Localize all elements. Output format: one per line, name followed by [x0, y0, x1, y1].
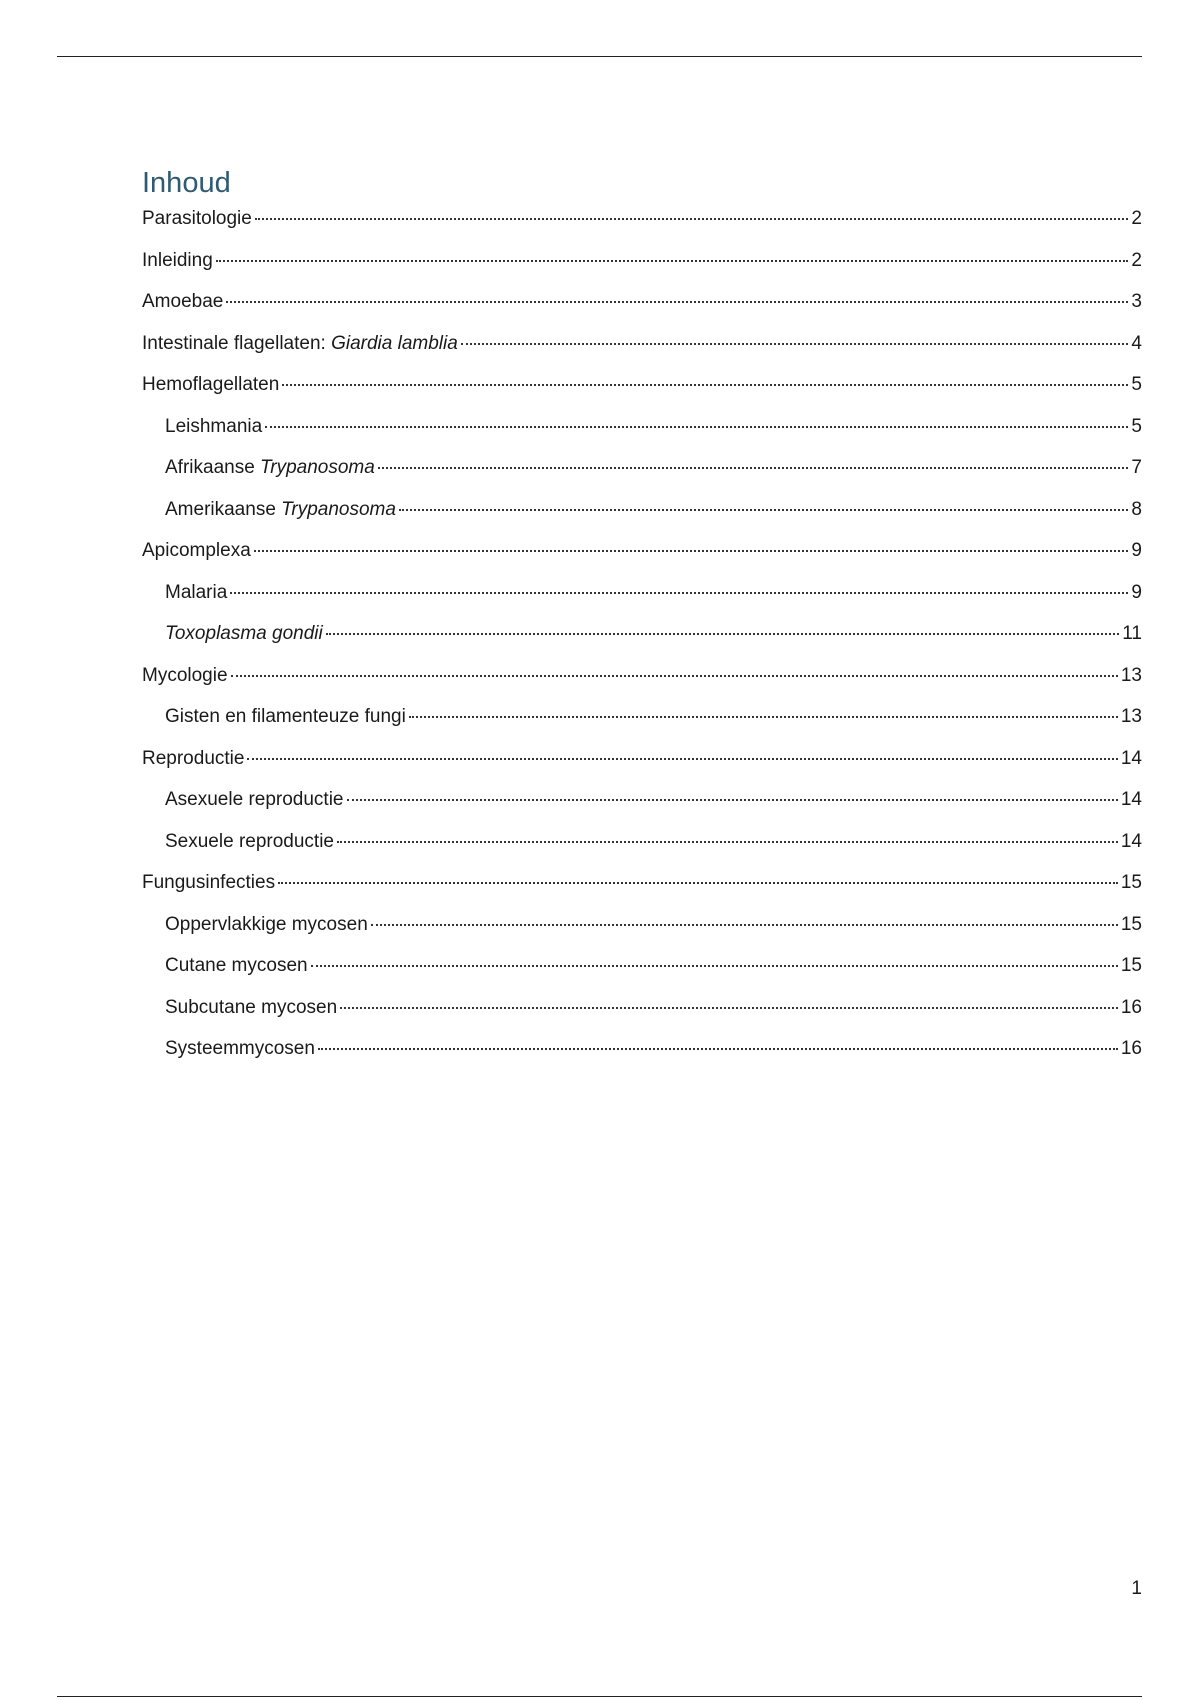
toc-entry[interactable] — [142, 581, 1142, 623]
toc-dot-leader — [409, 716, 1118, 718]
toc-entry-page: 15 — [1120, 913, 1142, 935]
toc-entry[interactable] — [142, 705, 1142, 747]
toc-entry[interactable] — [142, 913, 1142, 955]
toc-entry-title — [142, 290, 223, 314]
toc-entry-page: 16 — [1120, 1038, 1142, 1059]
toc-dot-leader — [318, 1048, 1118, 1050]
toc-entry[interactable] — [142, 539, 1142, 581]
footer-rule — [57, 1696, 1142, 1697]
toc-dot-leader — [254, 550, 1129, 552]
toc-entry-title — [142, 664, 228, 688]
toc-entry-title-text: Sexuele reproductie — [165, 830, 334, 852]
toc-entry[interactable] — [142, 332, 1142, 374]
toc-entry-title — [165, 1037, 315, 1061]
toc-dot-leader — [378, 467, 1129, 469]
toc-entry[interactable] — [142, 954, 1142, 996]
toc-entry-title-text: Fungusinfecties — [142, 872, 276, 893]
toc-entry-title — [142, 539, 251, 563]
toc-dot-leader — [337, 841, 1118, 843]
toc-entry-page: 13 — [1120, 706, 1142, 727]
toc-dot-leader — [255, 218, 1129, 220]
toc-entry-page: 5 — [1131, 374, 1142, 395]
toc-entry-title-text: Amoebae — [142, 291, 224, 312]
toc-entry-title-text: Reproductie — [142, 747, 245, 769]
toc-entry-title-text: Asexuele reproductie — [165, 789, 344, 810]
toc-entry-title-text: Malaria — [165, 581, 228, 603]
toc-entry-title — [142, 871, 275, 895]
toc-dot-leader — [311, 965, 1118, 967]
toc-entry-title-italic: Giardia lamblia — [331, 332, 458, 354]
toc-entry-title — [165, 996, 337, 1020]
toc-entry-title-text: Cutane mycosen — [165, 955, 308, 976]
toc-entry-title — [142, 747, 244, 771]
toc-entry-title-italic: Trypanosoma — [260, 457, 375, 478]
toc-entry[interactable] — [142, 622, 1142, 664]
toc-entry[interactable] — [142, 290, 1142, 332]
toc-entry-page: 8 — [1131, 498, 1142, 520]
toc-entry[interactable] — [142, 747, 1142, 789]
toc-entry-title-italic: Trypanosoma — [281, 498, 396, 520]
toc-entry-title — [165, 954, 308, 978]
toc-entry[interactable] — [142, 249, 1142, 291]
header-rule — [57, 56, 1142, 57]
toc-dot-leader — [265, 426, 1128, 428]
toc-dot-leader — [340, 1007, 1118, 1009]
toc-list — [142, 207, 1142, 1079]
table-of-contents — [142, 165, 1142, 1079]
toc-entry-title — [142, 332, 458, 356]
toc-entry-page: 13 — [1120, 664, 1142, 686]
toc-heading: Inhoud — [142, 167, 231, 199]
toc-entry-title — [142, 207, 252, 231]
toc-entry-page: 11 — [1122, 623, 1142, 644]
toc-entry-title — [165, 622, 323, 646]
toc-entry-page: 3 — [1131, 291, 1142, 312]
toc-dot-leader — [399, 509, 1128, 511]
toc-entry-title — [165, 581, 227, 605]
toc-entry-page: 2 — [1131, 208, 1142, 229]
toc-dot-leader — [230, 592, 1128, 594]
toc-entry-title-text: Amerikaanse — [165, 498, 282, 520]
toc-dot-leader — [216, 260, 1129, 262]
toc-entry-title-italic: Toxoplasma gondii — [165, 623, 323, 644]
toc-dot-leader — [247, 758, 1117, 760]
toc-entry-title — [165, 788, 344, 812]
toc-entry-title — [165, 830, 334, 854]
toc-entry-page: 4 — [1131, 332, 1142, 354]
toc-entry[interactable] — [142, 871, 1142, 913]
toc-entry[interactable] — [142, 456, 1142, 498]
toc-entry-title — [165, 913, 368, 937]
toc-entry[interactable] — [142, 664, 1142, 706]
toc-dot-leader — [371, 924, 1118, 926]
toc-entry-title — [142, 249, 213, 273]
toc-entry-title-text: Systeemmycosen — [165, 1038, 315, 1059]
toc-entry-title-text: Inleiding — [142, 249, 213, 271]
toc-entry[interactable] — [142, 996, 1142, 1038]
toc-entry-title-text: Parasitologie — [142, 208, 252, 229]
toc-entry-title — [165, 415, 262, 439]
toc-dot-leader — [231, 675, 1118, 677]
toc-entry-page: 14 — [1120, 789, 1142, 810]
toc-entry-title-text: Subcutane mycosen — [165, 996, 338, 1018]
toc-entry-title-text: Gisten en filamenteuze fungi — [165, 706, 406, 727]
toc-entry-title-text: Hemoflagellaten — [142, 374, 280, 395]
toc-entry-title — [165, 498, 396, 522]
toc-entry-title-text: Apicomplexa — [142, 540, 251, 561]
toc-entry-title-text: Leishmania — [165, 415, 263, 437]
toc-dot-leader — [347, 799, 1118, 801]
toc-entry-page: 15 — [1120, 955, 1142, 976]
toc-entry[interactable] — [142, 498, 1142, 540]
toc-dot-leader — [282, 384, 1128, 386]
toc-entry-title-text: Oppervlakkige mycosen — [165, 913, 368, 935]
toc-entry-title-text: Afrikaanse — [165, 457, 261, 478]
toc-entry-page: 7 — [1131, 457, 1142, 478]
toc-entry-page: 14 — [1120, 830, 1142, 852]
toc-entry-page: 16 — [1120, 996, 1142, 1018]
page-number: 1 — [1131, 1578, 1142, 1599]
toc-entry-page: 9 — [1131, 581, 1142, 603]
toc-entry[interactable] — [142, 1037, 1142, 1079]
toc-entry[interactable] — [142, 830, 1142, 872]
toc-dot-leader — [278, 882, 1118, 884]
toc-entry[interactable] — [142, 207, 1142, 249]
toc-entry-page: 9 — [1131, 540, 1142, 561]
toc-dot-leader — [226, 301, 1128, 303]
toc-entry-page: 14 — [1120, 747, 1142, 769]
toc-entry-page: 5 — [1131, 415, 1142, 437]
toc-dot-leader — [461, 343, 1129, 345]
toc-entry-title — [165, 456, 375, 480]
toc-entry-page: 2 — [1131, 249, 1142, 271]
toc-dot-leader — [326, 633, 1120, 635]
toc-entry-title — [142, 373, 279, 397]
toc-entry-page: 15 — [1120, 872, 1142, 893]
toc-entry-title-text: Mycologie — [142, 664, 228, 686]
toc-entry[interactable] — [142, 788, 1142, 830]
toc-entry-title-text: Intestinale flagellaten: — [142, 332, 332, 354]
toc-entry[interactable] — [142, 415, 1142, 457]
toc-entry[interactable] — [142, 373, 1142, 415]
toc-entry-title — [165, 705, 406, 729]
